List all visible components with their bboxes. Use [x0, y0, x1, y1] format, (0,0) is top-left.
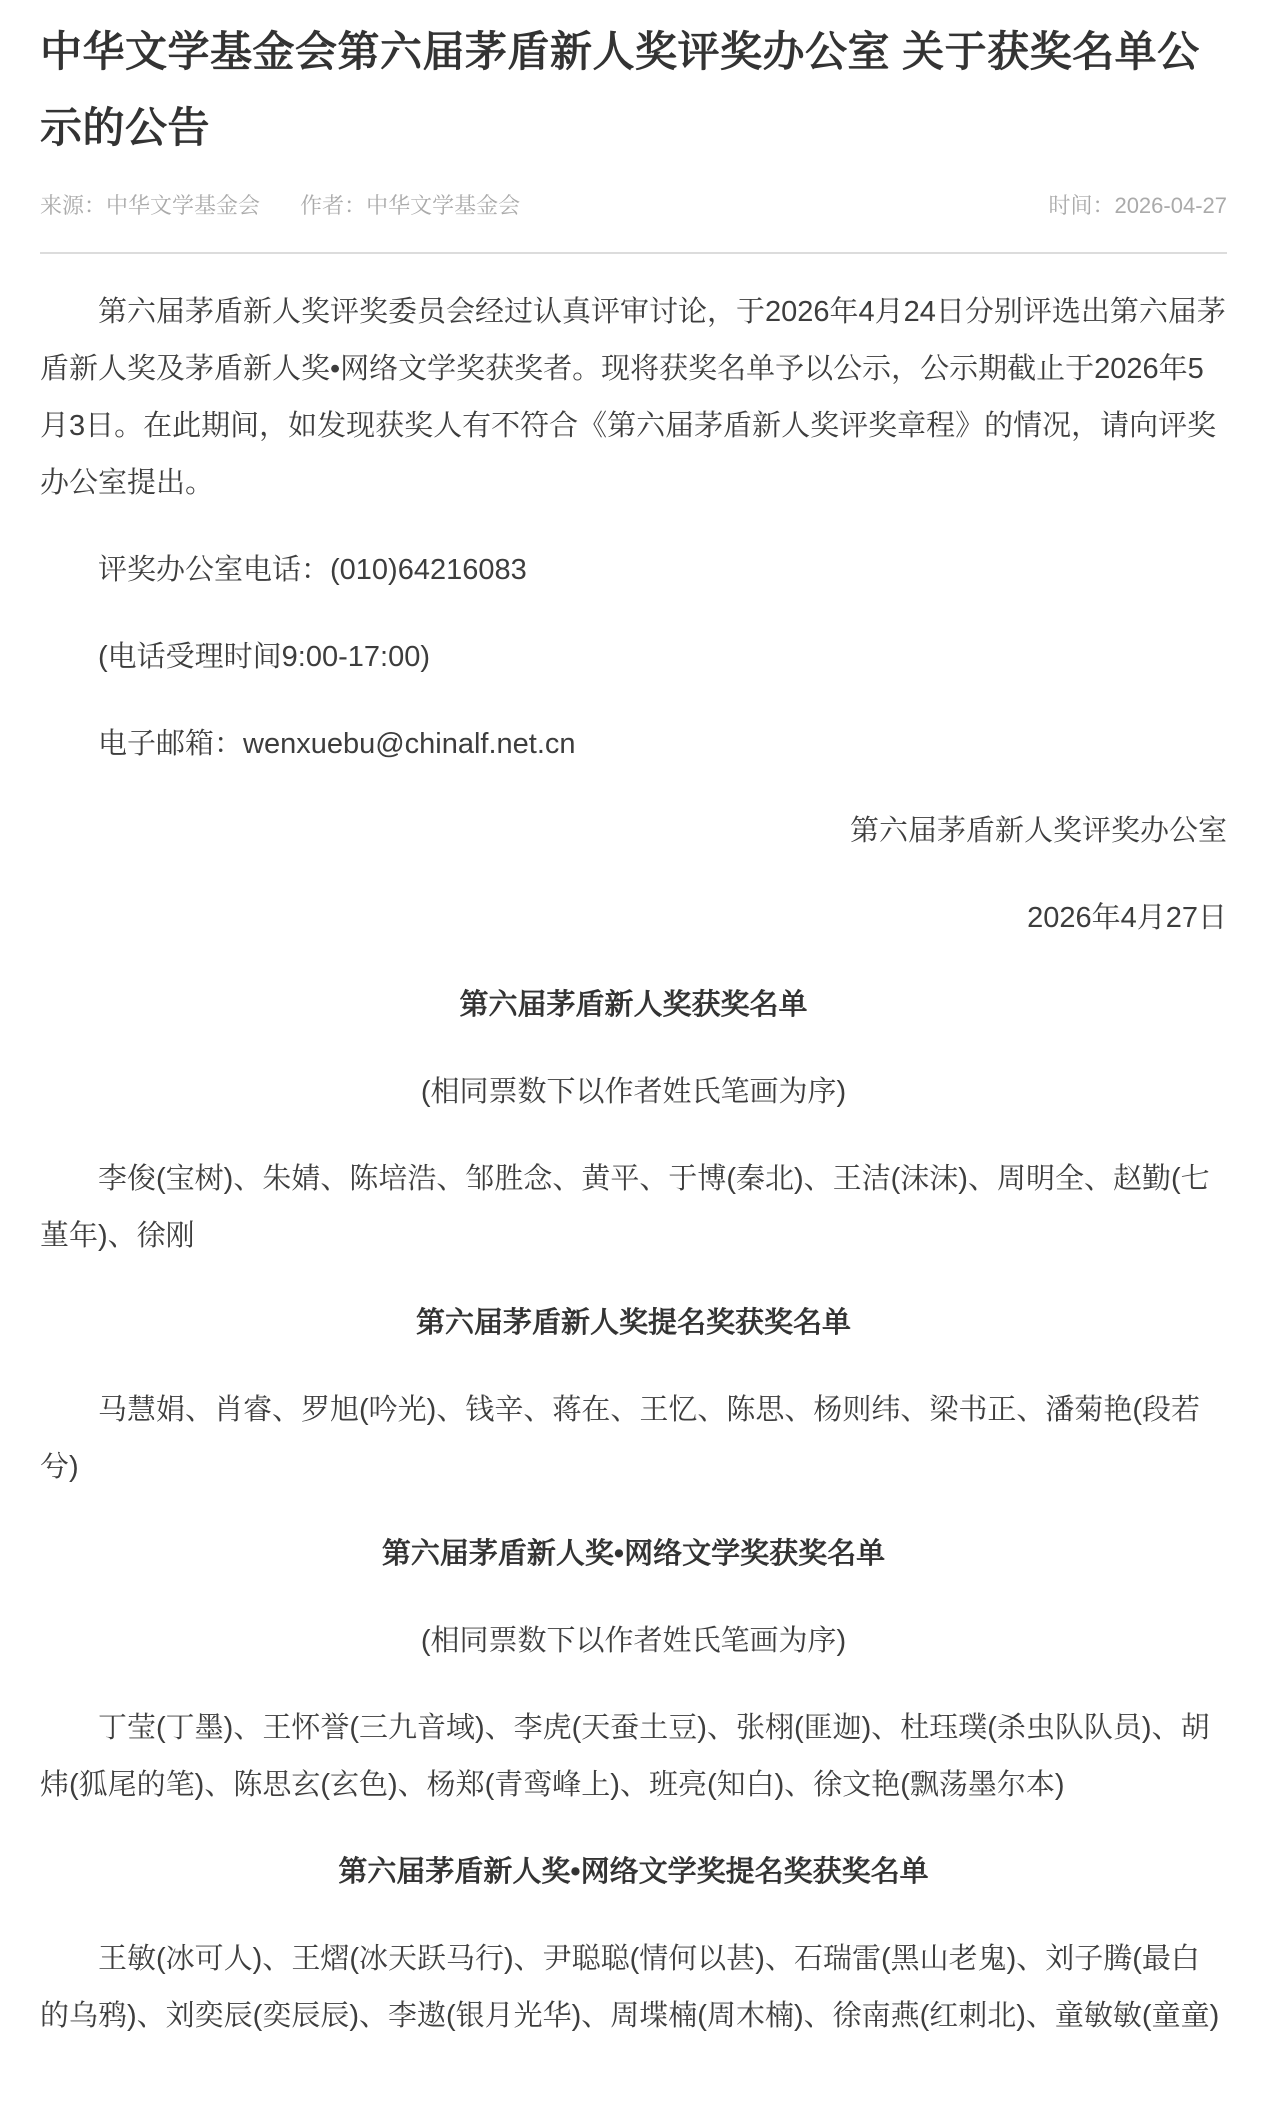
sort-note: (相同票数下以作者姓氏笔画为序) — [420, 1076, 847, 1109]
meta-time-label: 时间： — [1048, 193, 1115, 219]
paragraph: 评奖办公室电话：(010)64216083 — [98, 554, 527, 587]
article-page — [0, 14, 1267, 2103]
divider — [40, 252, 1227, 254]
meta-source — [40, 193, 260, 218]
paragraph: (电话受理时间9:00-17:00) — [98, 641, 430, 674]
meta-time-value: 2026-04-27 — [1114, 193, 1227, 219]
paragraph: 王敏(冰可人)、王熠(冰天跃马行)、尹聪聪(情何以甚)、石瑞雷(黑山老鬼)、刘子腾(最白的乌鸦)、刘奕辰(奕辰辰)、李遨(银月光华)、周堞楠(周木楠)、徐南燕(红刺北)、童敏敏(童童) — [40, 1943, 1220, 2033]
paragraph: 电子邮箱：wenxuebu@chinalf.net.cn — [98, 728, 576, 761]
paragraph: 马慧娟、肖睿、罗旭(吟光)、钱辛、蒋在、王忆、陈思、杨则纬、梁书正、潘菊艳(段若兮) — [40, 1394, 1200, 1484]
meta-left — [40, 189, 520, 220]
section-heading: 第六届茅盾新人奖•网络文学奖提名奖获奖名单 — [338, 1856, 929, 1889]
section-heading: 第六届茅盾新人奖•网络文学奖获奖名单 — [381, 1538, 886, 1571]
meta-time — [1048, 189, 1227, 220]
signature-line: 2026年4月27日 — [1027, 902, 1227, 935]
meta-source-value: 中华文学基金会 — [106, 193, 261, 219]
page-title: 中华文学基金会第六届茅盾新人奖评奖办公室 关于获奖名单公示的公告 — [40, 28, 1200, 151]
sort-note: (相同票数下以作者姓氏笔画为序) — [420, 1625, 847, 1658]
meta-author-value: 中华文学基金会 — [366, 193, 521, 219]
meta-author — [300, 193, 520, 218]
signature-line: 第六届茅盾新人奖评奖办公室 — [849, 815, 1227, 848]
paragraph: 李俊(宝树)、朱婧、陈培浩、邹胜念、黄平、于博(秦北)、王洁(沫沫)、周明全、赵勤(七堇年)、徐刚 — [40, 1163, 1210, 1253]
meta-author-label: 作者： — [300, 193, 367, 219]
article-body — [40, 284, 1227, 2045]
paragraph: 丁莹(丁墨)、王怀誉(三九音域)、李虎(天蚕土豆)、张栩(匪迦)、杜珏璞(杀虫队队员)、胡炜(狐尾的笔)、陈思玄(玄色)、杨郑(青鸾峰上)、班亮(知白)、徐文艳(飘荡墨尔本) — [40, 1712, 1210, 1802]
meta-row — [40, 189, 1227, 220]
section-heading: 第六届茅盾新人奖提名奖获奖名单 — [415, 1307, 851, 1340]
paragraph: 第六届茅盾新人奖评奖委员会经过认真评审讨论，于2026年4月24日分别评选出第六届茅盾新人奖及茅盾新人奖•网络文学奖获奖者。现将获奖名单予以公示，公示期截止于2026年5月3日。在此期间，如发现获奖人有不符合《第六届茅盾新人奖评奖章程》的情况，请向评奖办公室提出。 — [40, 296, 1226, 500]
meta-source-label: 来源： — [40, 193, 107, 219]
section-heading: 第六届茅盾新人奖获奖名单 — [459, 989, 808, 1022]
